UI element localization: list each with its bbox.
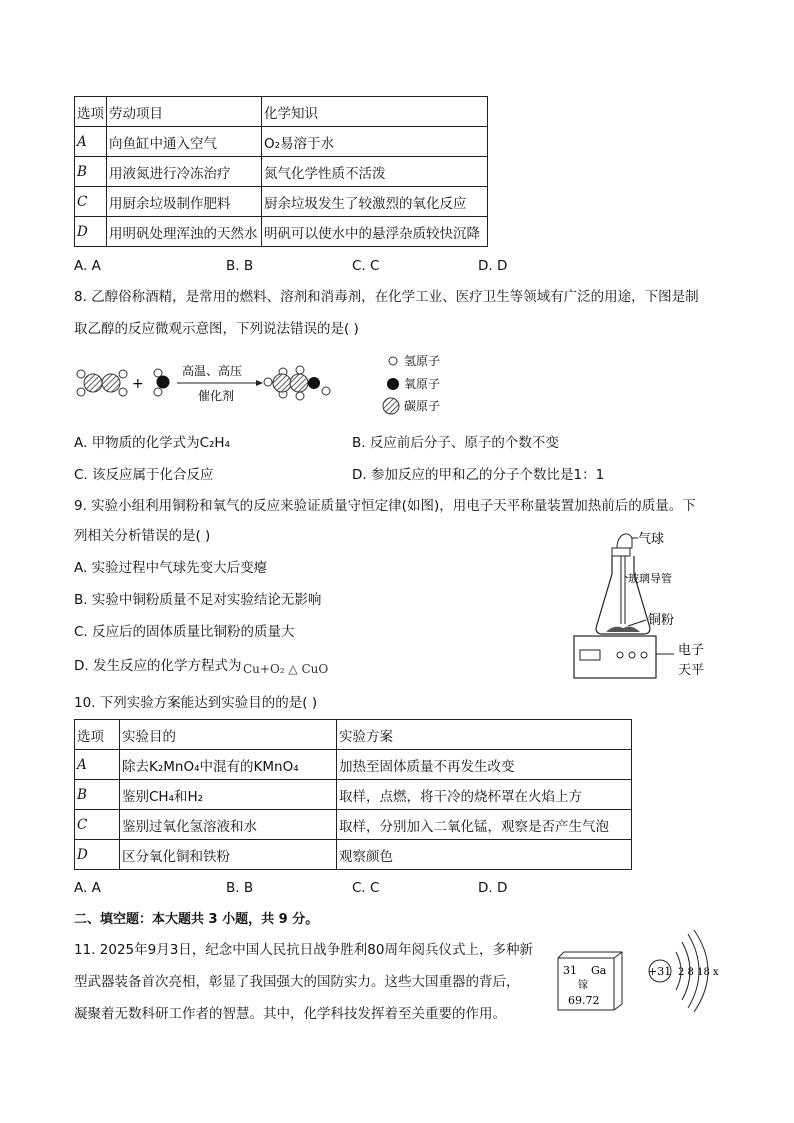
q9-stem-line1: 9. 实验小组利用铜粉和氧气的反应来验证质量守恒定律(如图)，用电子天平称量装置加热前后的质量。下 — [74, 498, 696, 514]
copper-powder-label: 铜粉 — [648, 613, 675, 628]
reactant-water-molecule — [154, 369, 169, 396]
table-row — [75, 127, 488, 157]
nucleus-charge: +31 — [648, 965, 672, 978]
table-row — [75, 810, 632, 840]
q8-choice-a[interactable]: A. 甲物质的化学式为C₂H₄ — [74, 435, 230, 451]
q11-line2: 型武器装备首次亮相，彰显了我国强大的国防实力。这些大国重器的背后， — [74, 974, 520, 990]
table-header-cell: 选项 — [75, 97, 107, 127]
gallium-element-card — [556, 950, 626, 1012]
element-name: 镓 — [578, 980, 588, 991]
q10-table — [74, 719, 632, 870]
q7-choice-c[interactable]: C. C — [352, 258, 380, 274]
table-cell: C — [75, 810, 120, 840]
balance-label-line1: 电子 — [678, 643, 705, 658]
table-cell: 加热至固体质量不再发生改变 — [337, 750, 632, 780]
product-ethanol-molecule — [264, 366, 330, 400]
q8-choice-d[interactable]: D. 参加反应的甲和乙的分子个数比是1：1 — [352, 467, 605, 483]
table-cell: 用液氮进行冷冻治疗 — [107, 157, 262, 187]
table-cell: 向鱼缸中通入空气 — [107, 127, 262, 157]
q8-choice-c[interactable]: C. 该反应属于化合反应 — [74, 467, 214, 483]
table-row — [75, 187, 488, 217]
table-header-row — [75, 97, 488, 127]
table-cell: 厨余垃圾发生了较激烈的氧化反应 — [262, 187, 488, 217]
electron-shell-counts: 2 8 18 x — [678, 967, 719, 978]
q10-choice-b[interactable]: B. B — [226, 880, 254, 896]
atom-legend — [383, 354, 440, 414]
atomic-mass: 69.72 — [568, 994, 600, 1007]
q9-apparatus-figure — [568, 526, 718, 682]
balance-button-icon — [641, 652, 647, 658]
gallium-atom-structure-diagram — [644, 928, 728, 1014]
plus-sign: + — [132, 376, 144, 392]
q7-choice-a[interactable]: A. A — [74, 258, 101, 274]
table-cell: C — [75, 187, 107, 217]
table-cell: A — [75, 750, 120, 780]
table-cell: 鉴别CH₄和H₂ — [120, 780, 337, 810]
copper-powder-icon — [606, 627, 640, 632]
q11-line1: 11. 2025年9月3日，纪念中国人民抗日战争胜利80周年阅兵仪式上，多种新 — [74, 942, 533, 958]
table-cell: 明矾可以使水中的悬浮杂质较快沉降 — [262, 217, 488, 247]
table-cell: O₂易溶于水 — [262, 127, 488, 157]
q9-stem-line2: 列相关分析错误的是( ) — [74, 528, 211, 544]
atomic-number: 31 — [563, 964, 577, 977]
carbon-atom-icon — [383, 398, 399, 414]
reactant-ethylene-molecule — [77, 370, 127, 396]
q9-choice-d[interactable]: D. 发生反应的化学方程式为 — [74, 658, 242, 674]
reaction-condition-top: 高温、高压 — [182, 364, 243, 378]
conical-flask-icon — [596, 556, 650, 634]
table-row — [75, 157, 488, 187]
q9-equation: Cu+O₂ △ CuO — [243, 662, 329, 676]
q10-choice-a[interactable]: A. A — [74, 880, 101, 896]
q10-choice-d[interactable]: D. D — [478, 880, 508, 896]
legend-oxygen-label: 氧原子 — [404, 377, 441, 391]
table-cell: D — [75, 840, 120, 870]
arrow-head-icon — [256, 380, 263, 386]
table-cell: 取样，点燃，将干冷的烧杯罩在火焰上方 — [337, 780, 632, 810]
table-cell: 区分氧化铜和铁粉 — [120, 840, 337, 870]
table-cell: 氮气化学性质不活泼 — [262, 157, 488, 187]
reaction-condition-bottom: 催化剂 — [198, 389, 235, 403]
q9-choice-b[interactable]: B. 实验中铜粉质量不足对实验结论无影响 — [74, 592, 322, 608]
table-cell: B — [75, 157, 107, 187]
q8-reaction-diagram — [70, 348, 470, 420]
q9-choice-c[interactable]: C. 反应后的固体质量比铜粉的质量大 — [74, 624, 295, 640]
q11-line3: 凝聚着无数科研工作者的智慧。其中，化学科技发挥着至关重要的作用。 — [74, 1006, 506, 1022]
table-header-row — [75, 720, 632, 750]
table-cell: B — [75, 780, 120, 810]
balloon-icon — [617, 534, 632, 548]
q7-choice-d[interactable]: D. D — [478, 258, 508, 274]
table-cell: 除去K₂MnO₄中混有的KMnO₄ — [120, 750, 337, 780]
table-cell: 观察颜色 — [337, 840, 632, 870]
table-row — [75, 217, 488, 247]
oxygen-atom-icon — [387, 378, 399, 390]
q7-table — [74, 96, 488, 247]
q10-stem: 10. 下列实验方案能达到实验目的的是( ) — [74, 695, 318, 711]
table-cell: D — [75, 217, 107, 247]
q7-choice-b[interactable]: B. B — [226, 258, 254, 274]
q8-stem-line1: 8. 乙醇俗称酒精，是常用的燃料、溶剂和消毒剂，在化学工业、医疗卫生等领域有广泛的用途，下图是制 — [74, 289, 699, 305]
balloon-label: 气球 — [638, 532, 665, 547]
table-cell: A — [75, 127, 107, 157]
table-header-cell: 选项 — [75, 720, 120, 750]
table-cell: 鉴别过氧化氢溶液和水 — [120, 810, 337, 840]
table-row — [75, 750, 632, 780]
balance-label-line2: 天平 — [678, 663, 705, 678]
balance-button-icon — [629, 652, 635, 658]
table-header-cell: 实验方案 — [337, 720, 632, 750]
table-row — [75, 780, 632, 810]
table-cell: 用明矾处理浑浊的天然水 — [107, 217, 262, 247]
q8-choice-b[interactable]: B. 反应前后分子、原子的个数不变 — [352, 435, 559, 451]
balance-display-icon — [580, 650, 600, 660]
hydrogen-atom-icon — [389, 357, 397, 365]
table-header-cell: 劳动项目 — [107, 97, 262, 127]
table-cell: 用厨余垃圾制作肥料 — [107, 187, 262, 217]
glass-tube-label: 玻璃导管 — [628, 572, 672, 585]
table-header-cell: 化学知识 — [262, 97, 488, 127]
element-symbol: Ga — [591, 964, 607, 977]
q8-stem-line2: 取乙醇的反应微观示意图，下列说法错误的是( ) — [74, 321, 359, 337]
legend-hydrogen-label: 氢原子 — [404, 354, 441, 368]
table-row — [75, 840, 632, 870]
table-header-cell: 实验目的 — [120, 720, 337, 750]
q10-choice-c[interactable]: C. C — [352, 880, 380, 896]
stopper-icon — [612, 548, 630, 556]
table-cell: 取样，分别加入二氧化锰，观察是否产生气泡 — [337, 810, 632, 840]
section-title: 二、填空题：本大题共 3 小题，共 9 分。 — [74, 912, 319, 927]
q9-choice-a[interactable]: A. 实验过程中气球先变大后变瘪 — [74, 560, 268, 576]
balance-button-icon — [617, 652, 623, 658]
legend-carbon-label: 碳原子 — [404, 399, 441, 413]
